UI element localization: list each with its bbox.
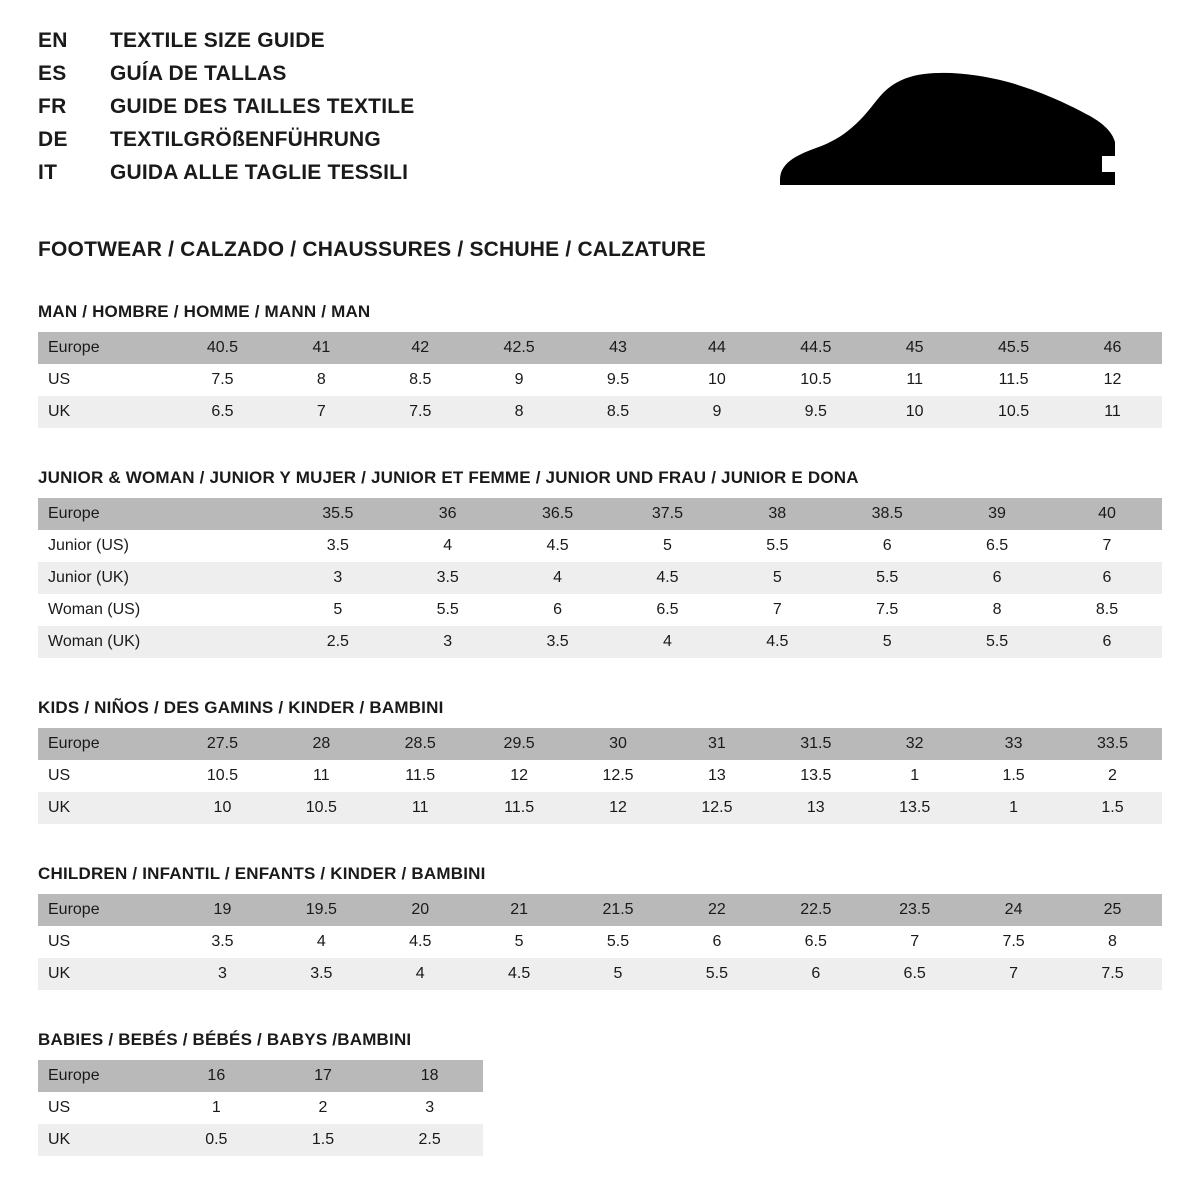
- cell: 30: [609, 735, 627, 752]
- cell: 10.5: [998, 403, 1030, 420]
- row-label: Junior (US): [48, 537, 129, 554]
- cell: 2.5: [418, 1131, 441, 1148]
- cell: 6: [992, 569, 1002, 586]
- cell: 11: [906, 371, 923, 388]
- cell: 8.5: [606, 403, 630, 420]
- cell: 6: [1102, 633, 1112, 650]
- cell: 3: [425, 1099, 435, 1116]
- cell: 8.5: [1095, 601, 1119, 618]
- cell: 11.5: [405, 767, 436, 784]
- cell: 5: [333, 601, 343, 618]
- cell: 4: [415, 965, 425, 982]
- cell: 7.5: [1101, 965, 1124, 982]
- cell: 7: [910, 933, 920, 950]
- cell: 6: [712, 933, 722, 950]
- cell: 46: [1103, 339, 1122, 356]
- cell: 12.5: [701, 799, 733, 816]
- section-title: CHILDREN / INFANTIL / ENFANTS / KINDER / BAMBINI: [38, 864, 486, 883]
- cell: 4.5: [656, 569, 679, 586]
- cell: 1: [910, 767, 920, 784]
- cell: 9.5: [804, 403, 827, 420]
- cell: 12: [609, 799, 627, 816]
- cell: 7.5: [211, 371, 234, 388]
- section-babies: [38, 1030, 1162, 1156]
- cell: 5: [772, 569, 782, 586]
- row-label: Europe: [48, 735, 100, 752]
- cell: 13.5: [899, 799, 931, 816]
- table-row: [38, 792, 1162, 824]
- cell: 28.5: [404, 735, 436, 752]
- cell: 8: [1108, 933, 1117, 950]
- cell: 5.5: [985, 633, 1009, 650]
- cell: 28: [312, 735, 331, 752]
- cell: 13: [806, 799, 825, 816]
- cell: 3.5: [436, 569, 459, 586]
- cell: 10: [905, 403, 924, 420]
- page-header: [38, 30, 1162, 200]
- cell: 11.5: [998, 371, 1029, 388]
- table-row: [38, 626, 1162, 658]
- cell: 13: [708, 767, 726, 784]
- cell: 44.5: [800, 339, 832, 356]
- cell: 9: [514, 371, 524, 388]
- cell: 3.5: [546, 633, 569, 650]
- cell: 3.5: [211, 933, 234, 950]
- table-row: [38, 1124, 483, 1156]
- cell: 11: [411, 799, 429, 816]
- cell: 40: [1098, 505, 1116, 522]
- cell: 7.5: [409, 403, 432, 420]
- language-row: [38, 129, 414, 150]
- cell: 10: [708, 371, 726, 388]
- language-title: TEXTILGRÖßENFÜHRUNG: [110, 128, 381, 151]
- cell: 6.5: [903, 965, 926, 982]
- cell: 25: [1103, 901, 1122, 918]
- cell: 40.5: [206, 339, 239, 356]
- cell: 7: [1009, 965, 1019, 982]
- cell: 6: [811, 965, 821, 982]
- table-row: [38, 760, 1162, 792]
- language-title: TEXTILE SIZE GUIDE: [110, 29, 325, 52]
- cell: 33.5: [1096, 735, 1129, 752]
- cell: 44: [708, 339, 726, 356]
- cell: 8.5: [409, 371, 432, 388]
- language-list: [38, 30, 414, 195]
- cell: 41: [312, 339, 331, 356]
- cell: 7: [316, 403, 326, 420]
- cell: 11.5: [504, 799, 535, 816]
- cell: [173, 530, 283, 562]
- cell: 35.5: [322, 505, 354, 522]
- cell: 8: [992, 601, 1002, 618]
- cell: 5.5: [876, 569, 899, 586]
- cell: 33: [1004, 735, 1023, 752]
- section-children: [38, 864, 1162, 990]
- cell: 1.5: [1002, 767, 1025, 784]
- row-label: Woman (US): [48, 601, 141, 618]
- cell: 10.5: [305, 799, 337, 816]
- cell: 4: [316, 933, 326, 950]
- cell: 3: [333, 569, 343, 586]
- cell: 17: [314, 1067, 332, 1084]
- language-row: [38, 162, 414, 183]
- cell: 37.5: [651, 505, 683, 522]
- cell: 6.5: [211, 403, 234, 420]
- cell: 7.5: [876, 601, 899, 618]
- cell: 21: [510, 901, 529, 918]
- cell: 9.5: [606, 371, 630, 388]
- cell: 8: [316, 371, 326, 388]
- table-row: [38, 894, 1162, 926]
- row-label: UK: [48, 1131, 71, 1148]
- cell: 12.5: [602, 767, 634, 784]
- cell: 32: [905, 735, 924, 752]
- table-row: [38, 594, 1162, 626]
- cell: 38.5: [871, 505, 903, 522]
- cell: 6: [1102, 569, 1112, 586]
- cell: 3.5: [326, 537, 349, 554]
- cell: 29.5: [503, 735, 535, 752]
- cell: 18: [420, 1067, 439, 1084]
- cell: 6.5: [656, 601, 679, 618]
- cell: 2: [318, 1099, 328, 1116]
- cell: 31: [708, 735, 726, 752]
- cell: 8: [514, 403, 524, 420]
- section-kids: [38, 698, 1162, 824]
- cell: 6: [882, 537, 892, 554]
- cell: 36: [438, 505, 457, 522]
- cell: 20: [411, 901, 430, 918]
- cell: 2.5: [326, 633, 349, 650]
- cell: 7: [772, 601, 782, 618]
- size-table-man: [38, 332, 1162, 428]
- cell: 21.5: [602, 901, 634, 918]
- language-code: ES: [38, 62, 67, 85]
- cell: 11: [1104, 403, 1121, 420]
- row-label: Europe: [48, 901, 100, 918]
- cell: 1: [211, 1099, 221, 1116]
- cell: 19: [213, 901, 232, 918]
- cell: 5.5: [766, 537, 789, 554]
- cell: 1.5: [1101, 799, 1124, 816]
- row-label: Woman (UK): [48, 633, 141, 650]
- cell: 6: [553, 601, 563, 618]
- cell: 5: [662, 537, 672, 554]
- table-row: [38, 530, 1162, 562]
- cell: 42.5: [503, 339, 535, 356]
- row-label: UK: [48, 403, 71, 420]
- cell: 42: [411, 339, 430, 356]
- cell: 4.5: [766, 633, 789, 650]
- row-label: US: [48, 767, 71, 784]
- cell: 45.5: [998, 339, 1030, 356]
- section-title: BABIES / BEBÉS / BÉBÉS / BABYS /BAMBINI: [38, 1030, 412, 1049]
- table-row: [38, 498, 1162, 530]
- table-row: [38, 958, 1162, 990]
- cell: 38: [768, 505, 787, 522]
- cell: 27.5: [206, 735, 239, 752]
- cell: 12: [1103, 371, 1122, 388]
- cell: [173, 562, 283, 594]
- cell: 7.5: [1002, 933, 1025, 950]
- cell: 6.5: [804, 933, 827, 950]
- row-label: UK: [48, 965, 71, 982]
- size-table-babies: [38, 1060, 483, 1156]
- table-row: [38, 926, 1162, 958]
- cell: 4.5: [507, 965, 531, 982]
- table-row: [38, 562, 1162, 594]
- table-row: [38, 332, 1162, 364]
- row-label: Europe: [48, 339, 100, 356]
- language-code: IT: [38, 161, 58, 184]
- table-row: [38, 1092, 483, 1124]
- cell: 23.5: [899, 901, 931, 918]
- section-title: JUNIOR & WOMAN / JUNIOR Y MUJER / JUNIOR ET FEMME / JUNIOR UND FRAU / JUNIOR E DONA: [38, 468, 859, 487]
- footwear-category-title: FOOTWEAR / CALZADO / CHAUSSURES / SCHUHE / CALZATURE: [38, 238, 707, 261]
- row-label: Europe: [48, 505, 100, 522]
- cell: 4: [662, 633, 672, 650]
- cell: 0.5: [205, 1131, 228, 1148]
- language-title: GUIDA ALLE TAGLIE TESSILI: [110, 161, 409, 184]
- cell: [173, 594, 283, 626]
- cell: 24: [1004, 901, 1023, 918]
- cell: 4: [443, 537, 453, 554]
- cell: 19.5: [305, 901, 337, 918]
- dress-shoe-icon: [772, 60, 1122, 200]
- cell: 39: [988, 505, 1006, 522]
- table-row: [38, 1060, 483, 1092]
- cell: 3: [443, 633, 453, 650]
- cell: [173, 498, 283, 530]
- section-title: MAN / HOMBRE / HOMME / MANN / MAN: [38, 302, 371, 321]
- cell: 31.5: [800, 735, 832, 752]
- language-row: [38, 30, 414, 51]
- cell: 6.5: [985, 537, 1009, 554]
- cell: 4.5: [546, 537, 569, 554]
- cell: 16: [207, 1067, 226, 1084]
- cell: 22: [708, 901, 726, 918]
- row-label: UK: [48, 799, 71, 816]
- language-row: [38, 63, 414, 84]
- cell: 5: [613, 965, 623, 982]
- size-table-children: [38, 894, 1162, 990]
- cell: 3: [217, 965, 227, 982]
- cell: 45: [905, 339, 924, 356]
- row-label: Europe: [48, 1067, 100, 1084]
- cell: 7: [1102, 537, 1112, 554]
- cell: 12: [510, 767, 529, 784]
- cell: 13.5: [800, 767, 832, 784]
- table-row: [38, 396, 1162, 428]
- table-row: [38, 728, 1162, 760]
- language-code: DE: [38, 128, 68, 151]
- row-label: Junior (UK): [48, 569, 129, 586]
- cell: 3.5: [310, 965, 333, 982]
- cell: 5.5: [436, 601, 459, 618]
- row-label: US: [48, 371, 71, 388]
- cell: [173, 626, 283, 658]
- section-man: [38, 302, 1162, 428]
- row-label: US: [48, 1099, 71, 1116]
- cell: 4: [553, 569, 563, 586]
- row-label: US: [48, 933, 71, 950]
- cell: 11: [313, 767, 330, 784]
- size-table-junior-woman: [38, 498, 1162, 658]
- cell: 9: [712, 403, 722, 420]
- cell: 10.5: [206, 767, 239, 784]
- cell: 5.5: [705, 965, 729, 982]
- language-code: FR: [38, 95, 67, 118]
- cell: 10.5: [800, 371, 832, 388]
- section-junior-woman: [38, 468, 1162, 658]
- language-row: [38, 96, 414, 117]
- cell: 22.5: [800, 901, 832, 918]
- cell: 5: [514, 933, 524, 950]
- cell: 10: [213, 799, 232, 816]
- section-title: KIDS / NIÑOS / DES GAMINS / KINDER / BAMBINI: [38, 698, 444, 717]
- table-row: [38, 364, 1162, 396]
- cell: 5: [882, 633, 892, 650]
- language-title: GUÍA DE TALLAS: [110, 62, 287, 85]
- cell: 43: [609, 339, 627, 356]
- cell: 2: [1108, 767, 1117, 784]
- size-table-kids: [38, 728, 1162, 824]
- cell: 1: [1009, 799, 1019, 816]
- cell: 1.5: [311, 1131, 335, 1148]
- cell: 4.5: [409, 933, 432, 950]
- language-code: EN: [38, 29, 68, 52]
- cell: 5.5: [606, 933, 630, 950]
- language-title: GUIDE DES TAILLES TEXTILE: [110, 95, 415, 118]
- cell: 36.5: [541, 505, 574, 522]
